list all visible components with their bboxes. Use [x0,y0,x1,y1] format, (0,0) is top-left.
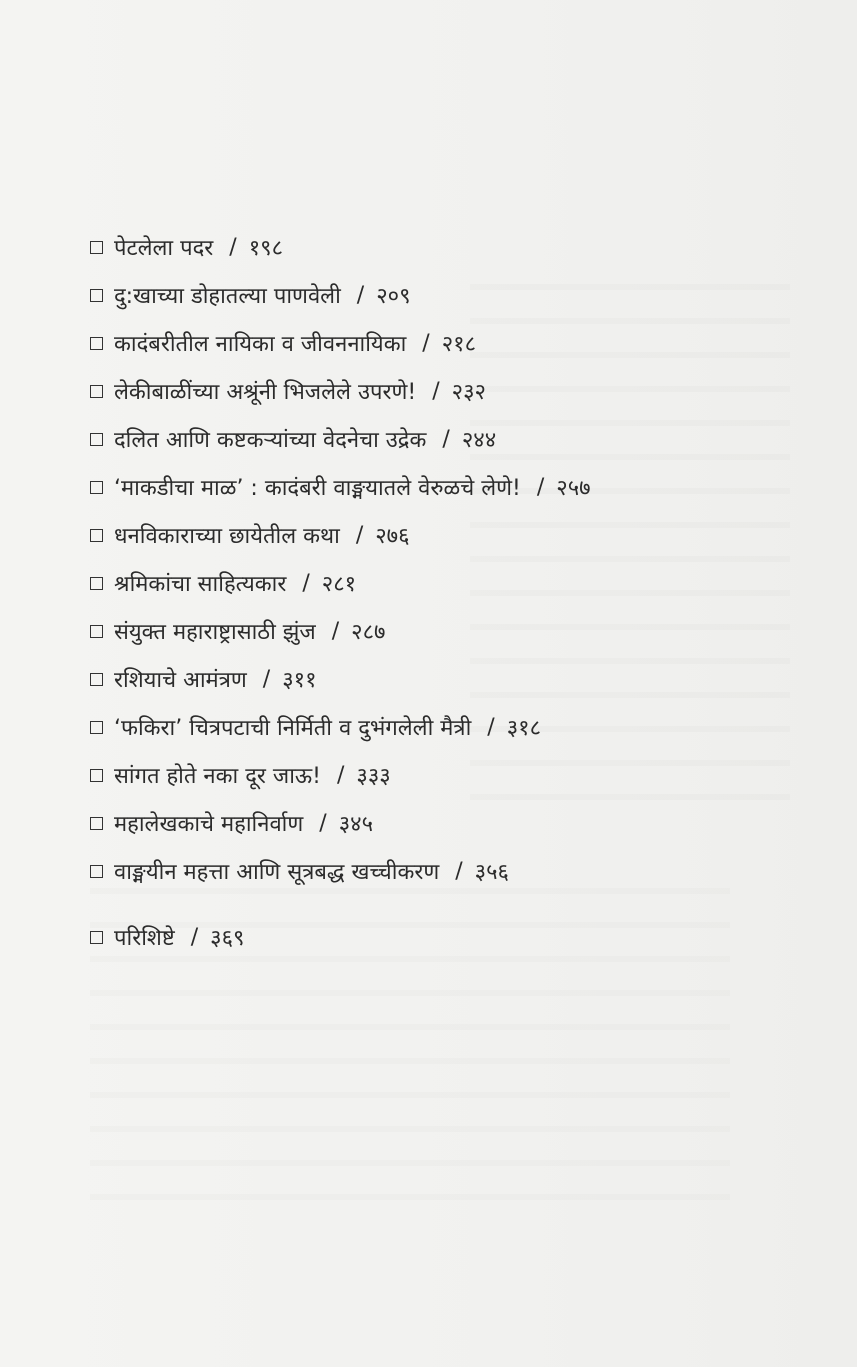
toc-separator: / [455,858,463,884]
checkbox-bullet-icon [90,931,103,944]
toc-separator: / [432,378,440,404]
toc-item[interactable] [90,319,790,367]
toc-item-title: ‘फकिरा’ चित्रपटाची निर्मिती व दुभंगलेली मैत्री [114,716,472,741]
toc-item-title: दु:खाच्या डोहातल्या पाणवेली [114,284,341,309]
toc-item-title: दलित आणि कष्टकऱ्यांच्या वेदनेचा उद्रेक [114,428,427,453]
toc-item-page: ३४५ [338,812,374,837]
checkbox-bullet-icon [90,817,103,830]
toc-separator: / [422,330,430,356]
toc-separator: / [319,810,327,836]
toc-item-page: ३३३ [356,764,391,789]
checkbox-bullet-icon [90,289,103,302]
toc-item[interactable] [90,463,790,511]
checkbox-bullet-icon [90,673,103,686]
checkbox-bullet-icon [90,433,103,446]
toc-item[interactable] [90,271,790,319]
toc-separator: / [536,474,545,500]
toc-item-page: ३११ [282,668,317,693]
toc-item-page: २०९ [376,284,411,309]
checkbox-bullet-icon [90,241,103,254]
toc-item-page: २४४ [461,428,497,453]
toc-item-page: २७६ [375,524,410,549]
toc-item[interactable] [90,367,790,415]
toc-separator: / [190,924,199,950]
toc-separator: / [229,234,237,260]
toc-item-title: श्रमिकांचा साहित्यकार [114,572,287,597]
toc-item-title: पेटलेला पदर [114,236,214,261]
toc-item-page: २३२ [451,380,486,405]
toc-item-appendix[interactable] [90,913,790,961]
toc-item-title: महालेखकाचे महानिर्वाण [114,812,304,837]
toc-item-title: लेकीबाळींच्या अश्रूंनी भिजलेले उपरणे! [114,380,417,405]
toc-item-title: वाङ्मयीन महत्ता आणि सूत्रबद्ध खच्चीकरण [114,860,440,885]
toc-separator: / [356,282,365,308]
toc-separator: / [337,762,345,788]
toc-item-page: ३६९ [210,926,245,951]
checkbox-bullet-icon [90,769,103,782]
toc-item[interactable] [90,559,790,607]
toc-separator: / [262,666,271,692]
toc-separator: / [355,522,364,548]
toc-item-page: २५७ [556,476,591,501]
toc-separator: / [302,570,310,596]
toc-separator: / [487,714,495,740]
toc-separator: / [442,426,450,452]
toc-item-title: रशियाचे आमंत्रण [114,668,247,693]
checkbox-bullet-icon [90,529,103,542]
toc-item-title: ‘माकडीचा माळ’ : कादंबरी वाङ्मयातले वेरुळचे लेणे! [114,476,521,501]
toc-item[interactable] [90,703,790,751]
checkbox-bullet-icon [90,385,103,398]
toc-item-page: १९८ [248,236,284,261]
toc-item[interactable] [90,847,790,895]
toc-item-title: सांगत होते नका दूर जाऊ! [114,764,321,789]
toc-item-page: ३१८ [506,716,542,741]
toc-item[interactable] [90,799,790,847]
checkbox-bullet-icon [90,721,103,734]
toc-item[interactable] [90,607,790,655]
toc-item[interactable] [90,223,790,271]
toc-item[interactable] [90,415,790,463]
toc-item[interactable] [90,655,790,703]
toc-item[interactable] [90,751,790,799]
checkbox-bullet-icon [90,625,103,638]
toc-item[interactable] [90,511,790,559]
checkbox-bullet-icon [90,337,103,350]
toc-item-title: संयुक्त महाराष्ट्रासाठी झुंज [114,620,316,645]
table-of-contents [90,223,790,961]
checkbox-bullet-icon [90,865,103,878]
toc-item-page: २१८ [441,332,477,357]
toc-item-title: परिशिष्टे [114,926,175,951]
checkbox-bullet-icon [90,577,103,590]
toc-item-title: धनविकाराच्या छायेतील कथा [114,524,340,549]
toc-separator: / [331,618,340,644]
checkbox-bullet-icon [90,481,103,494]
toc-item-page: २८१ [321,572,357,597]
toc-item-title: कादंबरीतील नायिका व जीवननायिका [114,332,407,357]
toc-item-page: ३५६ [474,860,509,885]
toc-item-page: २८७ [351,620,386,645]
